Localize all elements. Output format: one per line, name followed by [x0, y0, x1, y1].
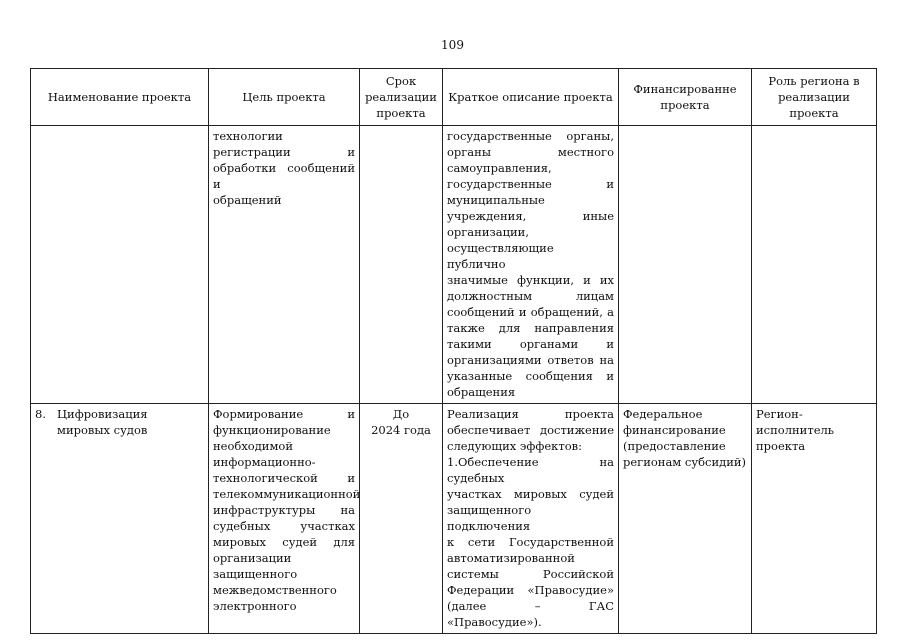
row2-term-line-1: До	[392, 407, 410, 421]
row1-goal-text	[213, 128, 355, 208]
text-line: необходимой	[213, 439, 294, 453]
text-line: функционирование	[213, 423, 331, 437]
text-line: информационно-	[213, 455, 316, 469]
row1-name-cell	[31, 126, 209, 404]
text-line: «Правосудие»).	[447, 615, 542, 629]
row2-description-cell	[443, 404, 619, 634]
text-line: Цифровизация	[57, 407, 148, 421]
text-line: такими органами и	[447, 337, 614, 351]
text-line: следующих эффектов:	[447, 439, 582, 453]
text-line: технологии	[213, 129, 283, 143]
text-line: технологической и	[213, 471, 355, 485]
text-line: значимые функции, и их	[447, 273, 614, 287]
text-line: (предоставление	[623, 439, 726, 453]
text-line: указанные сообщения и	[447, 369, 614, 383]
text-line: организации,	[447, 225, 530, 239]
text-line: регионам субсидий)	[623, 455, 747, 469]
text-line: организации	[213, 551, 292, 565]
header-region-role: Роль региона в реализации проекта	[752, 69, 877, 126]
text-line: автоматизированной	[447, 551, 575, 565]
text-line: системы Российской	[447, 567, 614, 581]
text-line: инфраструктуры на	[213, 503, 355, 517]
text-line: государственные органы,	[447, 129, 614, 143]
row2-description-text	[447, 406, 614, 630]
row2-term-line-2: 2024 года	[371, 423, 431, 437]
text-line: государственные и	[447, 177, 614, 191]
text-line: обеспечивает достижение	[447, 423, 614, 437]
text-line: регистрации и	[213, 145, 355, 159]
row1-financing-cell	[619, 126, 752, 404]
text-line: (далее – ГАС	[447, 599, 614, 613]
text-line: мировых судей для	[213, 535, 355, 549]
text-line: судебных участках	[213, 519, 355, 533]
text-line: Реализация проекта	[447, 407, 614, 421]
text-line: обработки сообщений и	[213, 161, 355, 191]
row2-name-cell	[31, 404, 209, 634]
row2-project-name	[57, 406, 148, 438]
header-project-description: Краткое описание проекта	[443, 69, 619, 126]
row2-term-cell	[360, 404, 443, 634]
row2-goal-text	[213, 406, 361, 614]
text-line: финансирование	[623, 423, 726, 437]
header-project-term: Срок реализации проекта	[360, 69, 443, 126]
table-row	[31, 404, 877, 634]
row1-goal-cell	[209, 126, 360, 404]
row2-role-text	[756, 406, 872, 454]
row1-role-cell	[752, 126, 877, 404]
row2-number: 8.	[35, 407, 46, 421]
text-line: сообщений и обращений, а	[447, 305, 614, 319]
text-line: муниципальные	[447, 193, 545, 207]
row2-goal-cell	[209, 404, 360, 634]
text-line: обращения	[447, 385, 516, 399]
page-number: 109	[441, 38, 464, 52]
text-line: участках мировых судей	[447, 487, 614, 501]
text-line: мировых судов	[57, 423, 148, 437]
text-line: Федеральное	[623, 407, 703, 421]
text-line: осуществляющие публично	[447, 241, 554, 271]
header-project-goal: Цель проекта	[209, 69, 360, 126]
table-row	[31, 126, 877, 404]
header-project-name: Наименование проекта	[31, 69, 209, 126]
text-line: организациями ответов на	[447, 353, 614, 367]
text-line: обращений	[213, 193, 282, 207]
row1-description-cell	[443, 126, 619, 404]
projects-table	[30, 68, 877, 634]
header-project-financing: Финансированне проекта	[619, 69, 752, 126]
text-line: также для направления	[447, 321, 614, 335]
row2-financing-cell	[619, 404, 752, 634]
text-line: Регион-	[756, 407, 803, 421]
text-line: 1.Обеспечение на судебных	[447, 455, 614, 485]
text-line: защищенного	[213, 567, 298, 581]
text-line: Формирование и	[213, 407, 355, 421]
text-line: межведомственного	[213, 583, 337, 597]
text-line: проекта	[756, 439, 806, 453]
text-line: телекоммуникационной	[213, 487, 361, 501]
text-line: электронного	[213, 599, 297, 613]
text-line: должностным лицам	[447, 289, 614, 303]
text-line: защищенного подключения	[447, 503, 532, 533]
text-line: к сети Государственной	[447, 535, 614, 549]
row1-description-text	[447, 128, 614, 400]
row2-role-cell	[752, 404, 877, 634]
text-line: Федерации «Правосудие»	[447, 583, 614, 597]
row2-financing-text	[623, 406, 747, 470]
text-line: самоуправления,	[447, 161, 552, 175]
text-line: учреждения, иные	[447, 209, 614, 223]
row1-term-cell	[360, 126, 443, 404]
text-line: органы местного	[447, 145, 614, 159]
text-line: исполнитель	[756, 423, 835, 437]
table-header-row	[31, 69, 877, 126]
